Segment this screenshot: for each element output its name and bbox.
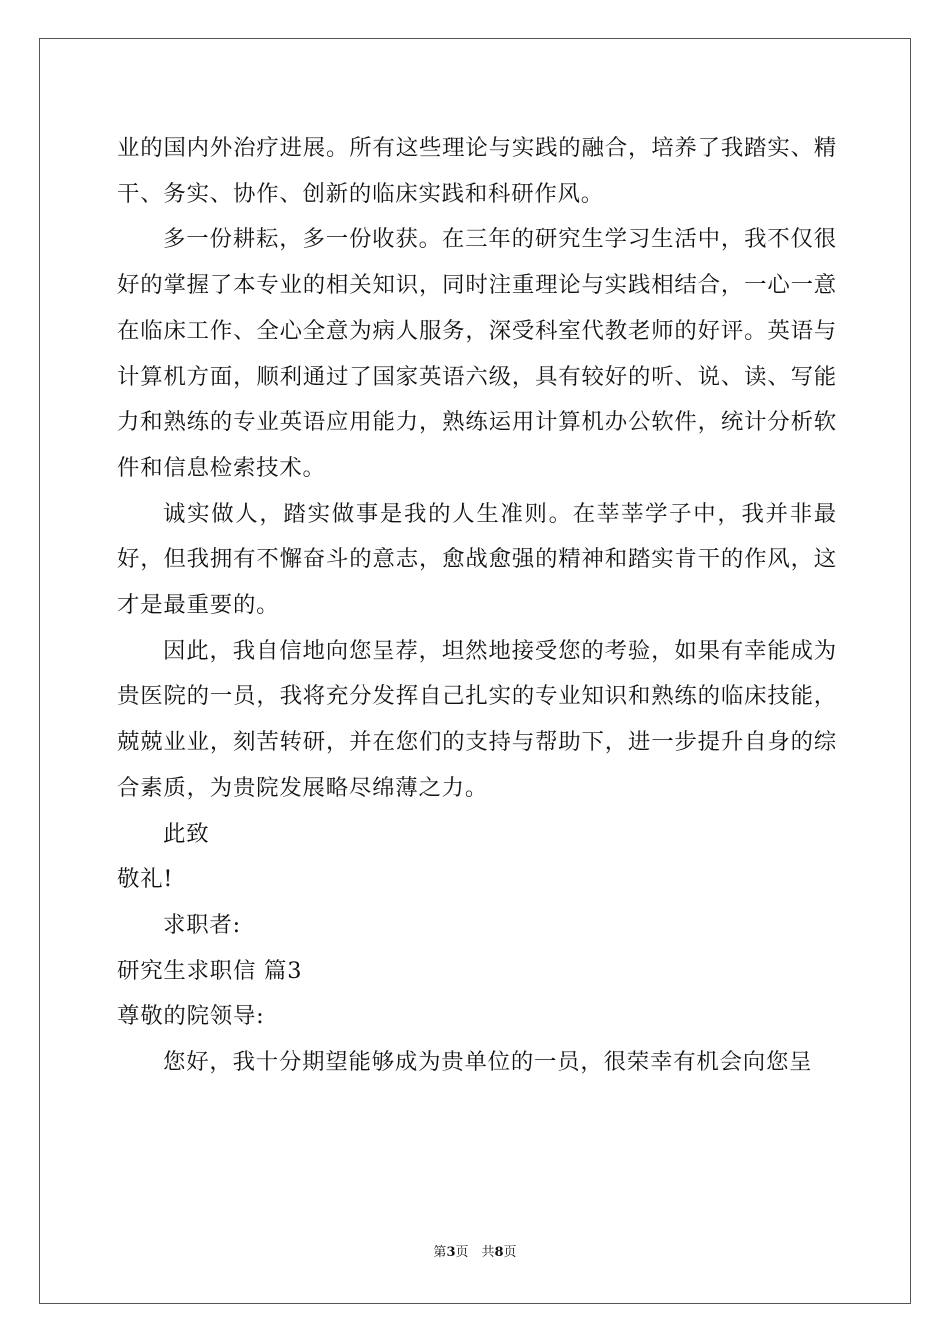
footer-suffix: 页: [503, 1245, 517, 1260]
current-page-number: 3: [446, 1245, 456, 1260]
document-body: [117, 126, 837, 1086]
greeting: 尊敬的院领导:: [117, 1003, 265, 1030]
footer-middle: 页 共: [455, 1245, 495, 1260]
paragraph: 业的国内外治疗进展。所有这些理论与实践的融合，培养了我踏实、精干、务实、协作、创新的临床实践和科研作风。: [117, 135, 837, 207]
paragraph: 因此，我自信地向您呈荐，坦然地接受您的考验，如果有幸能成为贵医院的一员，我将充分发挥自己扎实的专业知识和熟练的临床技能，兢兢业业，刻苦转研，并在您们的支持与帮助下，进一步提升自身的综合素质，为贵院发展略尽绵薄之力。: [117, 637, 837, 801]
section-heading: 研究生求职信 篇3: [117, 957, 303, 984]
total-page-number: 8: [494, 1245, 504, 1260]
footer-prefix: 第: [433, 1245, 447, 1260]
paragraph: 多一份耕耘，多一份收获。在三年的研究生学习生活中，我不仅很好的掌握了本专业的相关知识，同时注重理论与实践相结合，一心一意在临床工作、全心全意为病人服务，深受科室代教老师的好评。英语与计算机方面，顺利通过了国家英语六级，具有较好的听、说、读、写能力和熟练的专业英语应用能力，熟练运用计算机办公软件，统计分析软件和信息检索技术。: [117, 226, 837, 481]
paragraph: 您好，我十分期望能够成为贵单位的一员，很荣幸有机会向您呈: [163, 1049, 813, 1076]
page-footer: [0, 1244, 950, 1262]
closing-regards: 敬礼!: [117, 866, 174, 893]
paragraph: 诚实做人，踏实做事是我的人生准则。在莘莘学子中，我并非最好，但我拥有不懈奋斗的意志，愈战愈强的精神和踏实肯干的作风，这才是最重要的。: [117, 500, 837, 619]
signature-line: 求职者:: [163, 911, 241, 938]
closing-salutation: 此致: [163, 820, 210, 847]
